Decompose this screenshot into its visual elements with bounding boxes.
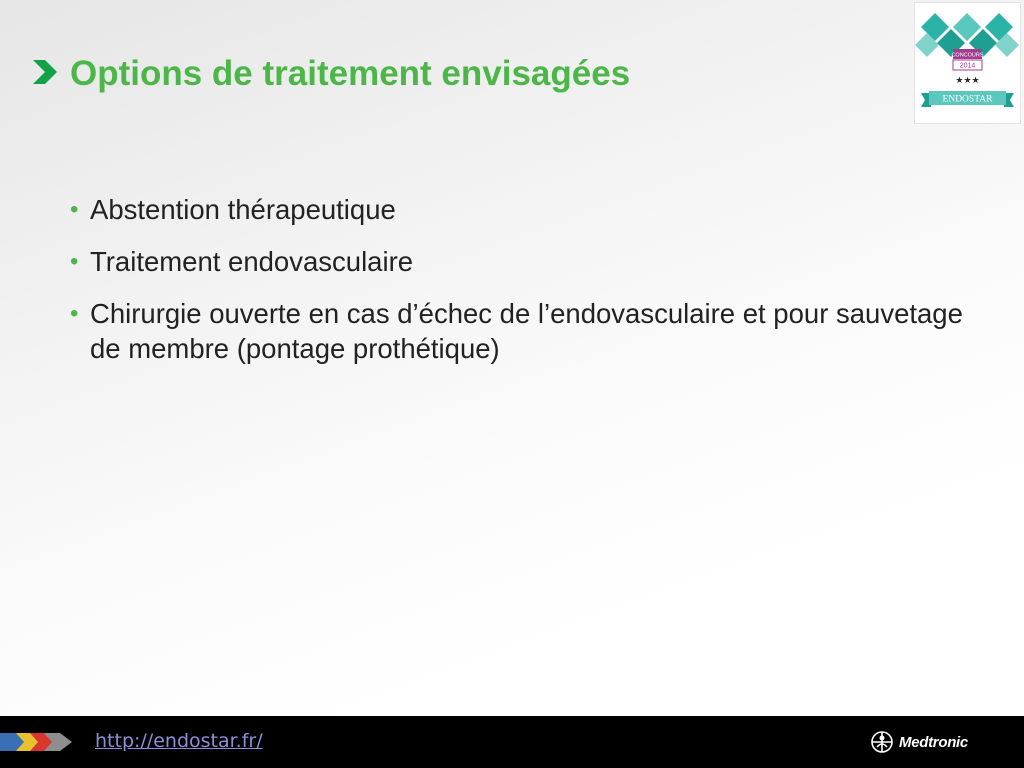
bullet-text: Abstention thérapeutique — [90, 194, 396, 225]
logo-year-text: 2014 — [959, 62, 976, 70]
logo-banner-text: ENDOSTAR — [942, 94, 993, 105]
bullet-marker: • — [70, 300, 79, 327]
medtronic-brand — [869, 729, 968, 755]
bullet-item — [70, 296, 970, 366]
bullet-text: Chirurgie ouverte en cas d’échec de l’endovasculaire et pour sauvetage de membre (pontage prothétique) — [90, 298, 963, 364]
logo-concours-text: CONCOURS — [951, 52, 984, 59]
footer-url-link[interactable]: http://endostar.fr/ — [95, 730, 263, 752]
logo-stars-icon: ★★★ — [955, 76, 980, 86]
color-stripes-icon — [0, 729, 80, 755]
medtronic-logo-icon — [869, 729, 895, 755]
slide-title: Options de traitement envisagées — [70, 54, 631, 93]
bullet-marker: • — [70, 248, 79, 275]
bullet-item — [70, 244, 970, 279]
bullet-item — [70, 192, 970, 227]
bullet-text: Traitement endovasculaire — [90, 246, 414, 277]
footer-bar — [0, 716, 1024, 768]
title-row — [30, 52, 630, 96]
chevron-right-icon — [30, 57, 60, 87]
endostar-logo — [914, 2, 1021, 124]
bullet-marker: • — [70, 196, 79, 223]
bullet-list — [70, 192, 970, 383]
brand-name: Medtronic — [899, 733, 968, 751]
